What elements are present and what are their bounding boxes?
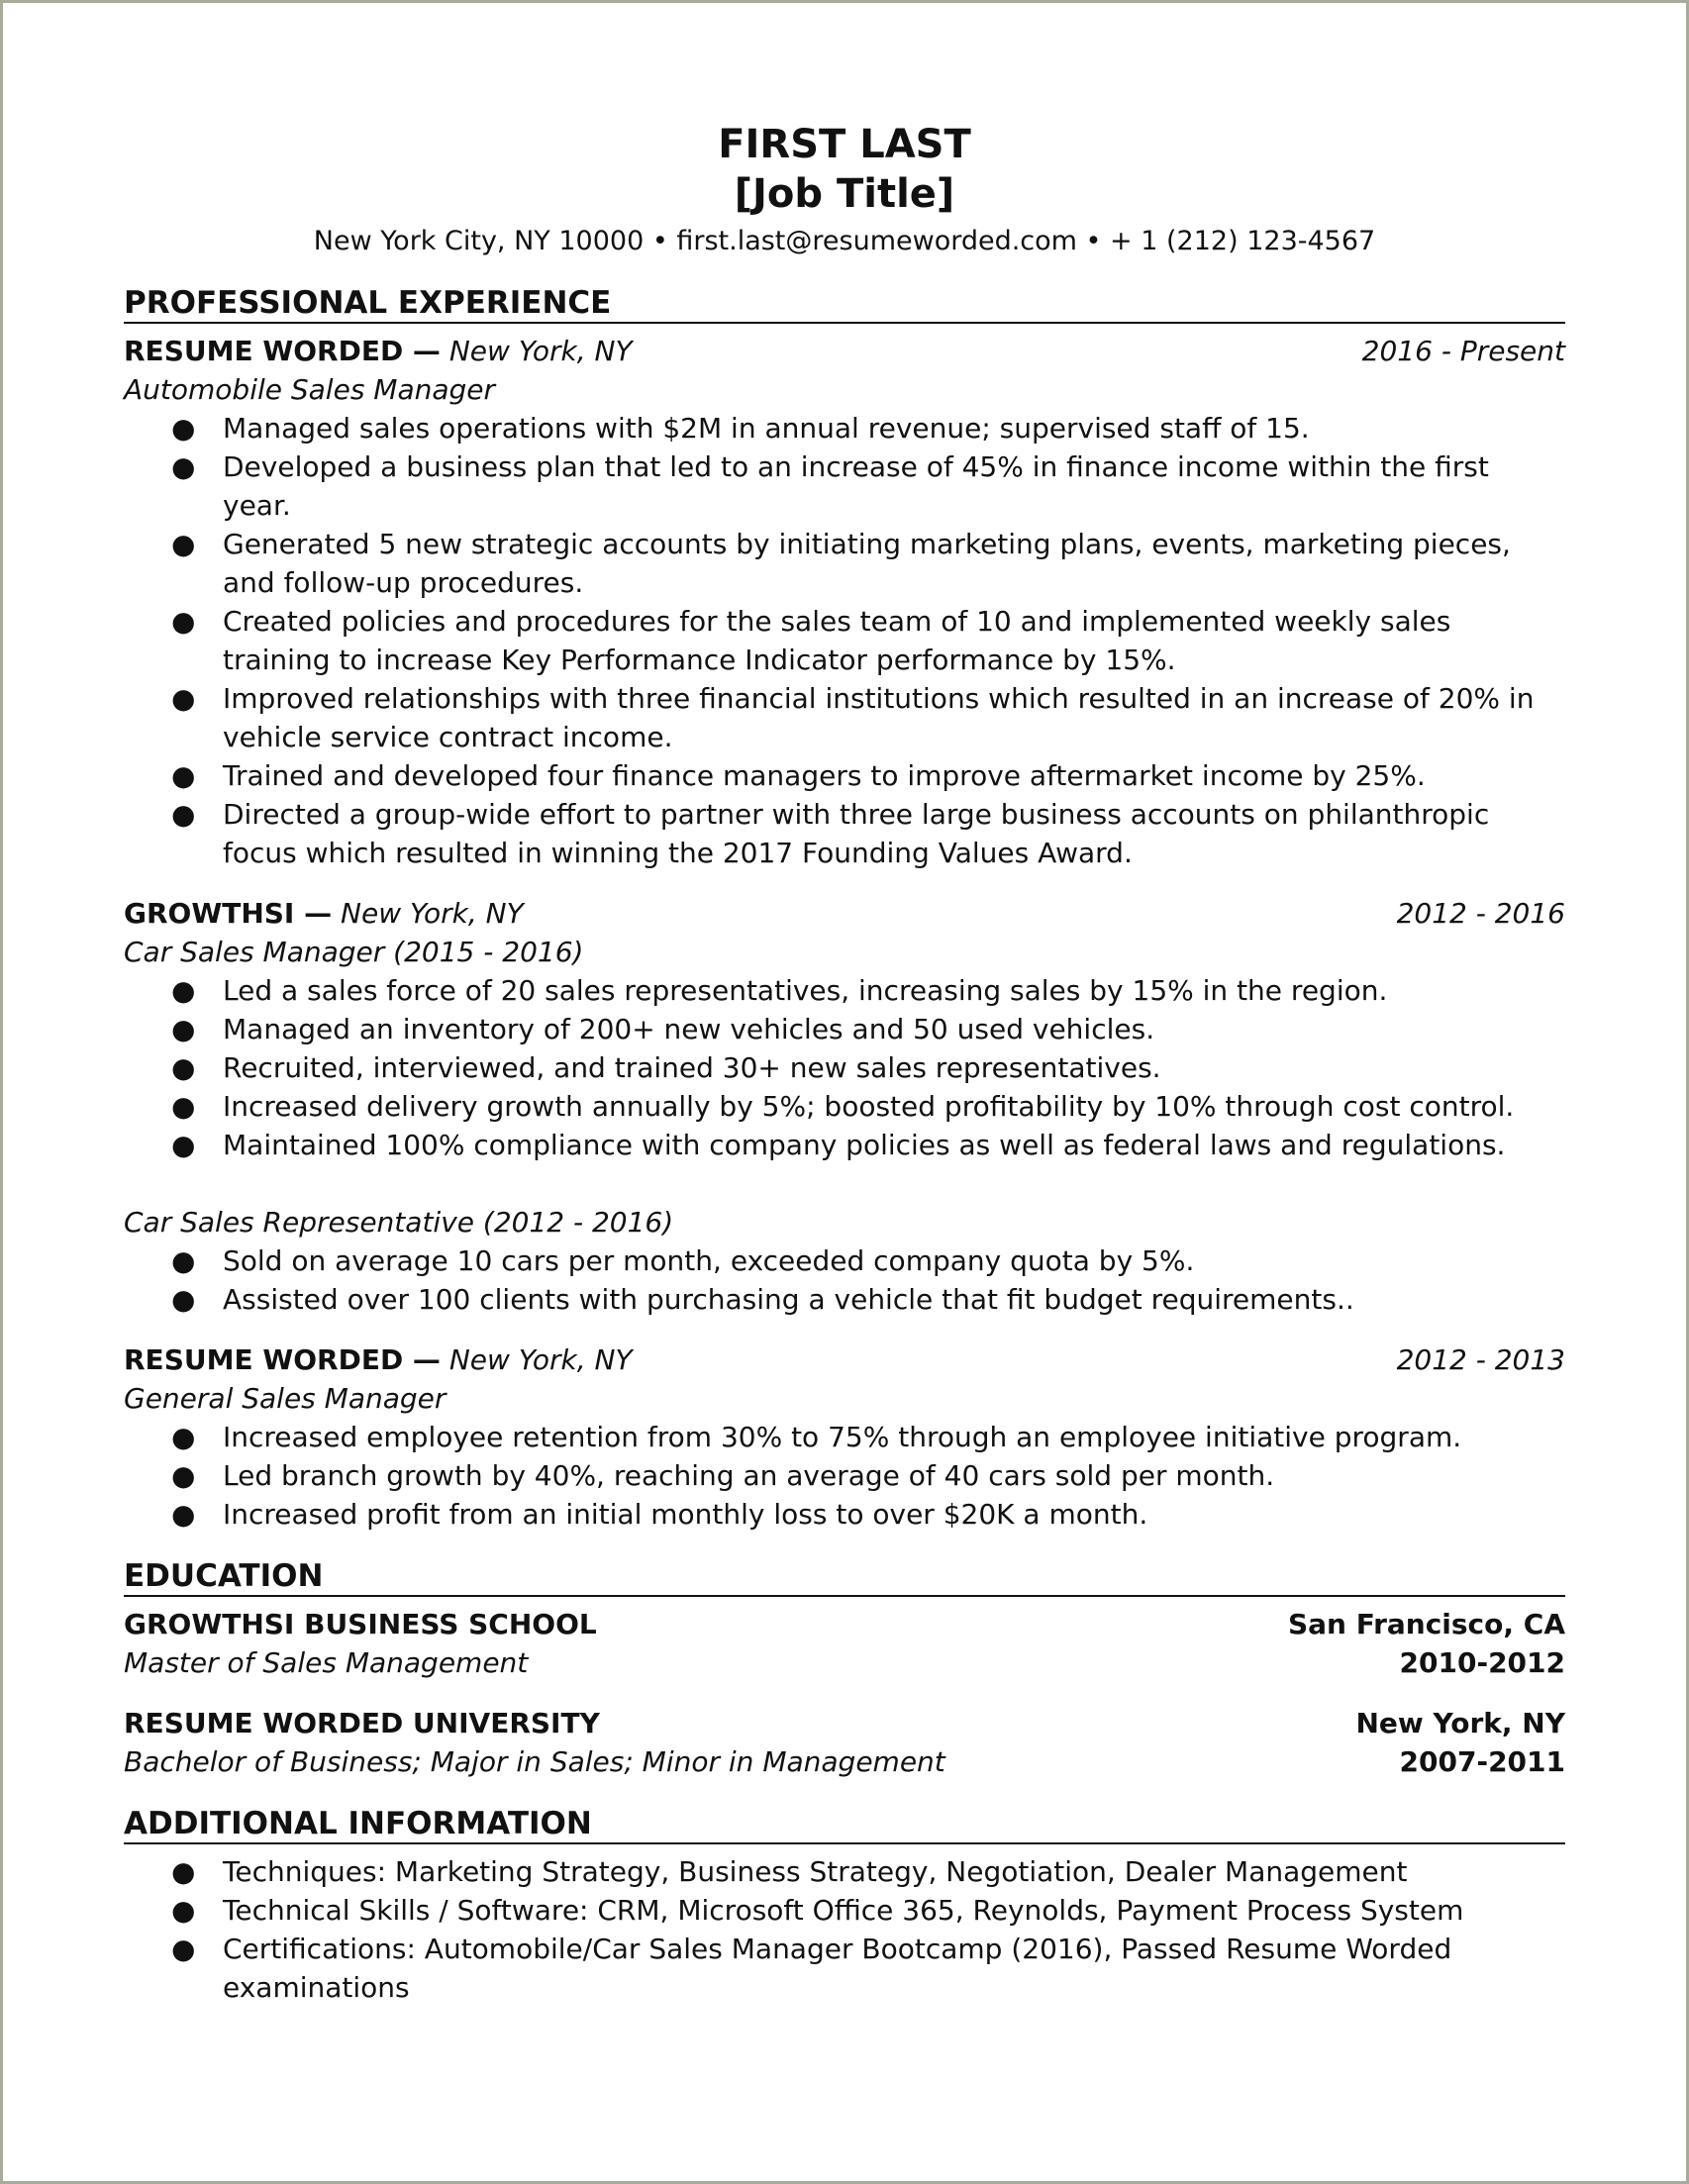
bullet-text: Certifications: Automobile/Car Sales Manager Bootcamp (2016), Passed Resume Worded examinations [223,1933,1452,2004]
bullet-text: Assisted over 100 clients with purchasing a vehicle that fit budget requirements.. [223,1283,1354,1316]
bullet-icon: ● [171,1421,196,1453]
company-name: RESUME WORDED — [124,1343,441,1376]
list-item [124,1930,1565,2007]
bullet-icon: ● [171,1459,196,1492]
list-item [124,795,1565,872]
school-name: GROWTHSI BUSINESS SCHOOL [124,1608,597,1640]
bullet-text: Created policies and procedures for the sales team of 10 and implemented weekly sales training to increase Key Performance Indicator performance by 15%. [223,605,1451,676]
education-section [124,1557,1565,1781]
bullet-icon: ● [171,528,196,560]
bullet-icon: ● [171,1283,196,1316]
bullet-text: Maintained 100% compliance with company policies as well as federal laws and regulations. [223,1129,1506,1161]
bullet-text: Managed sales operations with $2M in annual revenue; supervised staff of 15. [223,412,1310,445]
bullet-text: Sold on average 10 cars per month, exceeded company quota by 5%. [223,1244,1195,1277]
additional-info-heading: ADDITIONAL INFORMATION [124,1805,1565,1844]
education-entry [124,1605,1565,1682]
list-item [124,1126,1565,1164]
degree: Master of Sales Management [124,1646,529,1679]
job-employer [124,894,524,933]
bullet-list [124,1418,1565,1534]
bullet-icon: ● [171,1933,196,1965]
list-item [124,525,1565,602]
education-details [124,1643,1565,1682]
bullet-icon: ● [171,1051,196,1084]
bullet-list [124,971,1565,1164]
bullet-icon: ● [171,682,196,715]
education-years: 2010-2012 [1399,1646,1565,1679]
school-location: New York, NY [1355,1707,1565,1739]
list-item [124,602,1565,679]
list-item [124,971,1565,1010]
bullet-text: Technical Skills / Software: CRM, Microsoft Office 365, Reynolds, Payment Process System [223,1894,1464,1927]
list-item [124,1010,1565,1048]
bullet-text: Led a sales force of 20 sales representatives, increasing sales by 15% in the region. [223,974,1388,1007]
role-title: Automobile Sales Manager [124,373,496,406]
job-dates: 2016 - Present [1361,335,1565,367]
job-header [124,1340,1565,1379]
bullet-icon: ● [171,759,196,792]
contact-line: New York City, NY 10000 • first.last@resumeworded.com • + 1 (212) 123-4567 [313,226,1376,256]
education-header [124,1605,1565,1643]
bullet-icon: ● [171,1013,196,1045]
bullet-icon: ● [171,1090,196,1123]
experience-heading: PROFESSIONAL EXPERIENCE [124,284,1565,324]
education-heading: EDUCATION [124,1557,1565,1597]
bullet-list [124,409,1565,872]
education-details [124,1742,1565,1781]
additional-info-section [124,1805,1565,2007]
education-years: 2007-2011 [1399,1745,1565,1778]
role-spacer [124,1164,1565,1203]
bullet-text: Developed a business plan that led to an increase of 45% in finance income within the first year. [223,450,1489,522]
bullet-text: Directed a group-wide effort to partner with three large business accounts on philanthropic focus which resulted in winning the 2017 Founding Values Award. [223,798,1490,869]
bullet-icon: ● [171,974,196,1007]
list-item [124,447,1565,525]
bullet-icon: ● [171,1244,196,1277]
list-item [124,1048,1565,1087]
education-header [124,1704,1565,1742]
bullet-text: Recruited, interviewed, and trained 30+ new sales representatives. [223,1051,1161,1084]
bullet-text: Increased delivery growth annually by 5%; boosted profitability by 10% through cost control. [223,1090,1515,1123]
job-header [124,332,1565,370]
list-item [124,1280,1565,1319]
experience-section [124,284,1565,1534]
job-dates: 2012 - 2013 [1396,1343,1565,1376]
list-item [124,1891,1565,1930]
list-item [124,1087,1565,1126]
bullet-icon: ● [171,450,196,483]
job-dates: 2012 - 2016 [1396,897,1565,930]
job-employer [124,332,633,370]
bullet-icon: ● [171,1894,196,1927]
company-name: RESUME WORDED — [124,335,441,367]
list-item [124,1418,1565,1456]
job-entry [124,1340,1565,1534]
company-name: GROWTHSI — [124,897,333,930]
bullet-text: Improved relationships with three financial institutions which resulted in an increase of 20% in vehicle service contract income. [223,682,1535,753]
job-header [124,894,1565,933]
role-title: Car Sales Manager (2015 - 2016) [124,936,584,968]
bullet-text: Increased employee retention from 30% to 75% through an employee initiative program. [223,1421,1462,1453]
bullet-icon: ● [171,605,196,638]
bullet-text: Techniques: Marketing Strategy, Business Strategy, Negotiation, Dealer Management [223,1855,1408,1888]
bullet-icon: ● [171,1855,196,1888]
bullet-icon: ● [171,798,196,831]
list-item [124,756,1565,795]
school-name: RESUME WORDED UNIVERSITY [124,1707,600,1739]
job-entry [124,894,1565,1319]
list-item [124,1852,1565,1891]
bullet-icon: ● [171,1498,196,1531]
list-item [124,1241,1565,1280]
list-item [124,1495,1565,1534]
bullet-icon: ● [171,1129,196,1161]
resume-header [124,120,1565,260]
list-item [124,409,1565,447]
bullet-list [124,1241,1565,1319]
role-title: General Sales Manager [124,1382,447,1415]
job-location: New York, NY [448,335,633,367]
bullet-text: Trained and developed four finance managers to improve aftermarket income by 25%. [223,759,1426,792]
education-entry [124,1704,1565,1781]
job-employer [124,1340,633,1379]
job-location: New York, NY [341,897,524,930]
job-entry [124,332,1565,872]
bullet-text: Led branch growth by 40%, reaching an average of 40 cars sold per month. [223,1459,1275,1492]
candidate-name: FIRST LAST [718,122,971,167]
bullet-text: Managed an inventory of 200+ new vehicles and 50 used vehicles. [223,1013,1155,1045]
bullet-icon: ● [171,412,196,445]
school-location: San Francisco, CA [1287,1608,1565,1640]
degree: Bachelor of Business; Major in Sales; Minor in Management [124,1745,945,1778]
job-location: New York, NY [448,1343,633,1376]
bullet-text: Generated 5 new strategic accounts by initiating marketing plans, events, marketing pieces, and follow-up procedures. [223,528,1511,599]
list-item [124,1456,1565,1495]
bullet-list [124,1852,1565,2007]
candidate-job-title: [Job Title] [734,171,955,217]
list-item [124,679,1565,756]
bullet-text: Increased profit from an initial monthly loss to over $20K a month. [223,1498,1148,1531]
role-title: Car Sales Representative (2012 - 2016) [124,1206,674,1239]
